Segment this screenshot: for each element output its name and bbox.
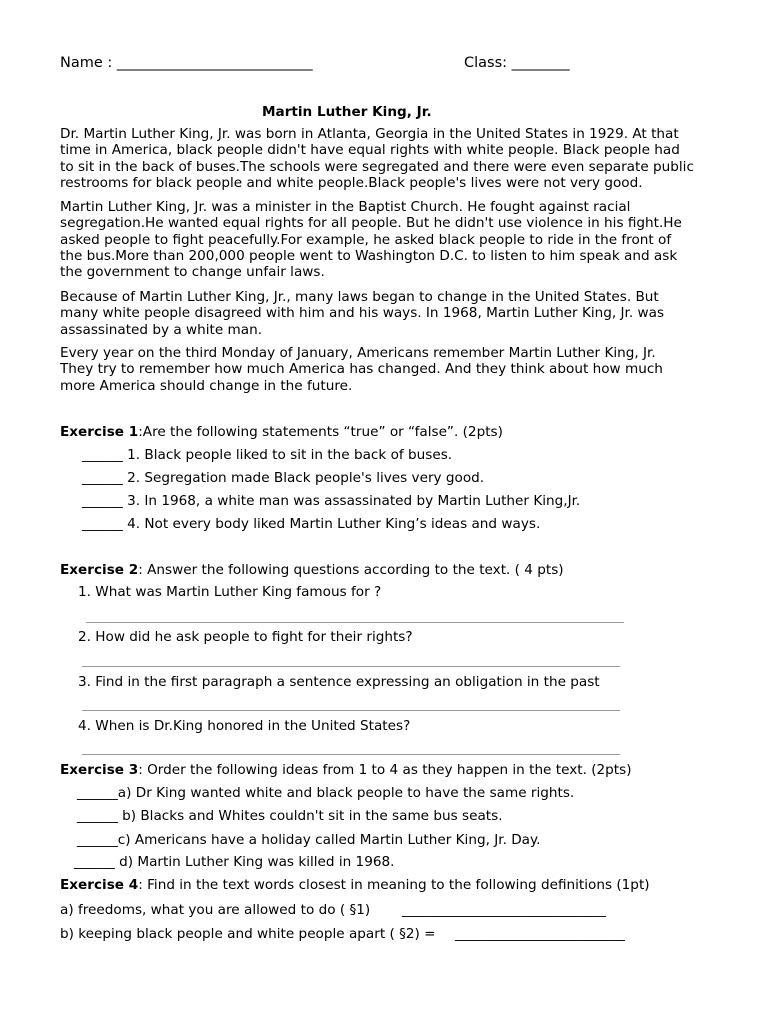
text-line: time in America, black people didn't have equal rights with white people. Black people had	[60, 142, 680, 159]
exercise-2-heading	[60, 562, 564, 578]
text-line: more America should change in the future.	[60, 377, 353, 394]
true-false-item-4[interactable]: ______ 4. Not every body liked Martin Luther King’s ideas and ways.	[82, 516, 541, 532]
text-line: restrooms for black people and white people.Black people's lives were not very good.	[60, 174, 643, 191]
exercise-1-heading	[60, 424, 503, 440]
text-line: the government to change unfair laws.	[60, 264, 325, 281]
order-item-a[interactable]: ______a) Dr King wanted white and black people to have the same rights.	[77, 785, 575, 801]
exercise-2-label: Exercise 2	[60, 562, 139, 578]
paragraph-1	[60, 126, 710, 191]
text-line: to sit in the back of buses.The schools were segregated and there were even separate public	[60, 158, 694, 175]
class-field[interactable]: Class: ________	[464, 55, 570, 71]
text-line: Because of Martin Luther King, Jr., many laws began to change in the United States. But	[60, 289, 659, 305]
paragraph-2	[60, 199, 710, 280]
paragraph-4	[60, 345, 710, 394]
exercise-3-heading	[60, 762, 632, 778]
text-line: Every year on the third Monday of January, Americans remember Martin Luther King, Jr.	[60, 345, 656, 361]
answer-line-2[interactable]	[82, 666, 620, 667]
question-4: 4. When is Dr.King honored in the United States?	[78, 718, 411, 734]
text-line: Dr. Martin Luther King, Jr. was born in Atlanta, Georgia in the United States in 1929. At that	[60, 126, 679, 142]
order-item-d[interactable]: ______ d) Martin Luther King was killed in 1968.	[74, 854, 395, 870]
exercise-2-instruction: : Answer the following questions according to the text. ( 4 pts)	[138, 562, 564, 578]
true-false-item-1[interactable]: ______ 1. Black people liked to sit in the back of buses.	[82, 447, 453, 463]
question-1: 1. What was Martin Luther King famous for ?	[78, 584, 382, 600]
exercise-3-label: Exercise 3	[60, 762, 139, 778]
exercise-4-label: Exercise 4	[60, 877, 139, 893]
exercise-4-instruction: : Find in the text words closest in meaning to the following definitions (1pt)	[138, 877, 650, 893]
exercise-3-instruction: : Order the following ideas from 1 to 4 as they happen in the text. (2pts)	[138, 762, 632, 778]
question-3: 3. Find in the first paragraph a sentence expressing an obligation in the past	[78, 674, 600, 690]
name-field[interactable]: Name : ___________________________	[60, 55, 313, 71]
order-item-b[interactable]: ______ b) Blacks and Whites couldn't sit in the same bus seats.	[77, 808, 503, 824]
answer-line-3[interactable]	[82, 710, 620, 711]
question-2: 2. How did he ask people to fight for their rights?	[78, 629, 413, 645]
order-item-c[interactable]: ______c) Americans have a holiday called Martin Luther King, Jr. Day.	[77, 832, 541, 848]
text-line: assassinated by a white man.	[60, 321, 263, 338]
text-line: asked people to fight peacefully.For example, he asked black people to ride in the front of	[60, 231, 672, 248]
true-false-item-2[interactable]: ______ 2. Segregation made Black people's lives very good.	[82, 470, 485, 486]
worksheet-title: Martin Luther King, Jr.	[262, 104, 432, 120]
definition-b: b) keeping black people and white people apart ( §2) =	[60, 926, 436, 942]
exercise-4-heading	[60, 877, 650, 893]
definition-b-blank[interactable]: _________________________	[455, 926, 625, 942]
definition-a: a) freedoms, what you are allowed to do ( §1)	[60, 902, 371, 918]
answer-line-1[interactable]	[86, 622, 624, 623]
paragraph-3	[60, 289, 710, 338]
text-line: segregation.He wanted equal rights for all people. But he didn't use violence in his fight.He	[60, 215, 682, 232]
definition-a-blank[interactable]: ______________________________	[402, 902, 606, 918]
text-line: Martin Luther King, Jr. was a minister in the Baptist Church. He fought against racial	[60, 199, 631, 215]
text-line: They try to remember how much America has changed. And they think about how much	[60, 361, 663, 378]
true-false-item-3[interactable]: ______ 3. In 1968, a white man was assassinated by Martin Luther King,Jr.	[82, 493, 581, 509]
text-line: many white people disagreed with him and his ways. In 1968, Martin Luther King, Jr. was	[60, 305, 665, 322]
answer-line-4[interactable]	[82, 754, 620, 755]
exercise-1-instruction: :Are the following statements “true” or “false”. (2pts)	[138, 424, 503, 440]
exercise-1-label: Exercise 1	[60, 424, 139, 440]
text-line: the bus.More than 200,000 people went to Washington D.C. to listen to him speak and ask	[60, 247, 678, 264]
